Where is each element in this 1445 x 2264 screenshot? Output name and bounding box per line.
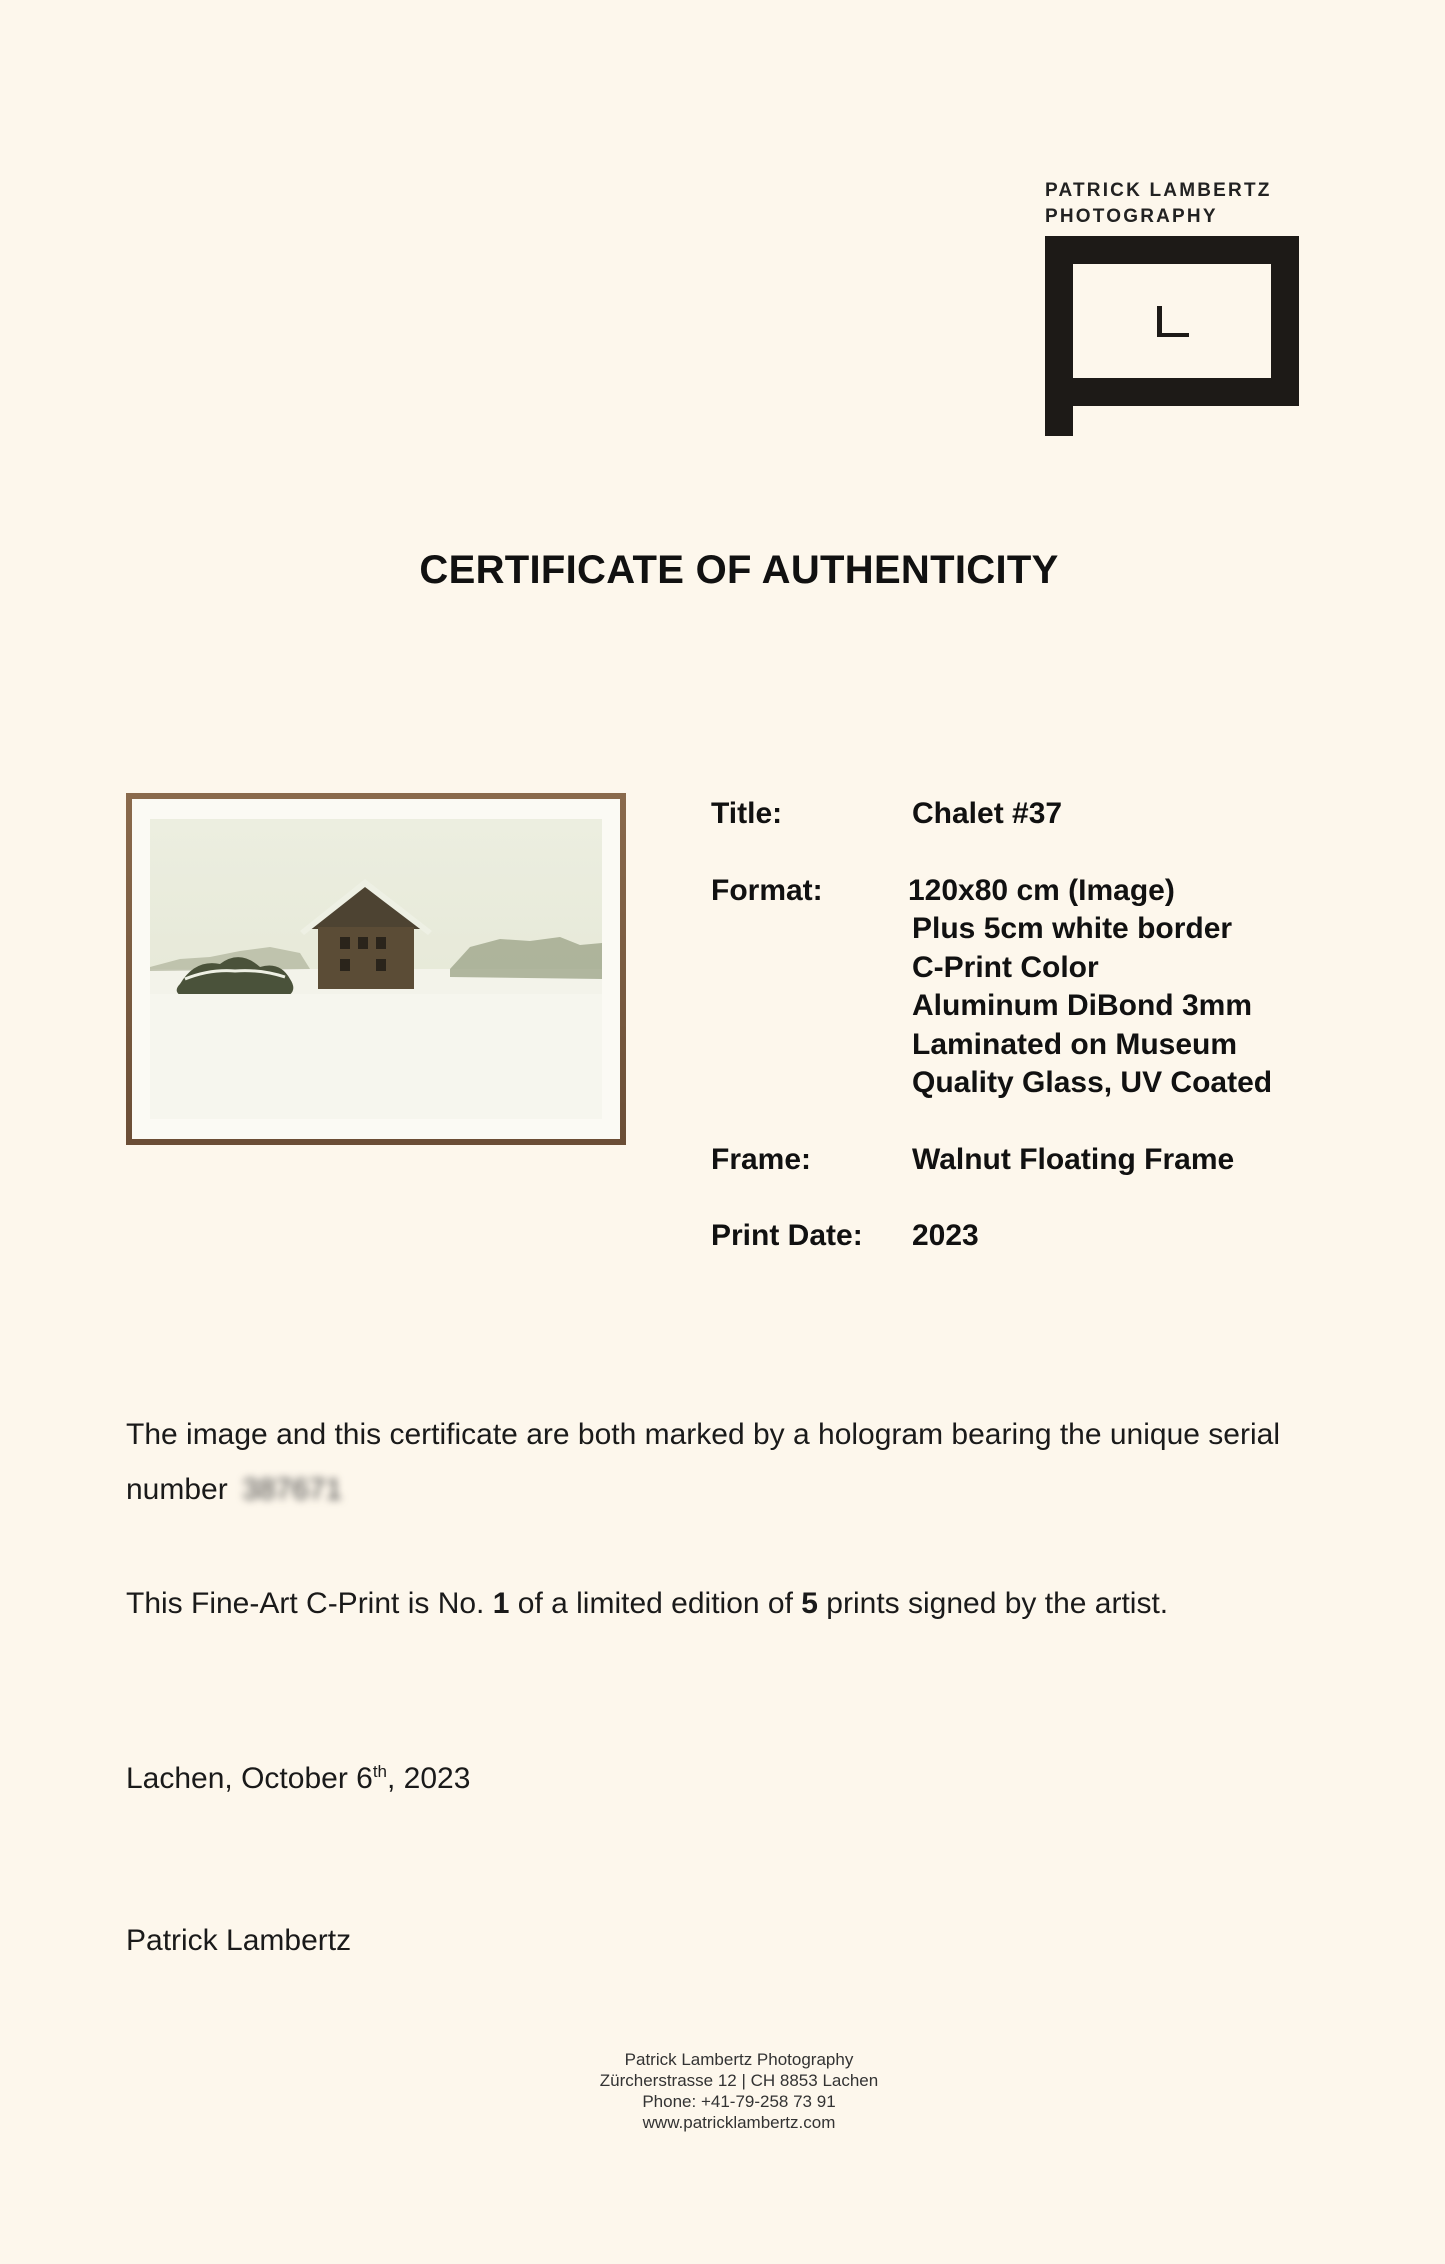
brand-line-2: PHOTOGRAPHY (1045, 206, 1218, 227)
place-date-suffix: , 2023 (387, 1762, 471, 1795)
brand-name (1045, 178, 1272, 230)
detail-row-frame (711, 1141, 1272, 1180)
print-date-value: 2023 (912, 1219, 979, 1252)
frame-value: Walnut Floating Frame (912, 1142, 1235, 1176)
edition-suffix: prints signed by the artist. (826, 1587, 1169, 1620)
serial-number: 387671 (242, 1473, 343, 1506)
place-date-prefix: Lachen, October 6 (126, 1762, 373, 1795)
chalet-photo-image (150, 819, 602, 1119)
format-line: Plus 5cm white border (912, 912, 1233, 945)
page-title: CERTIFICATE OF AUTHENTICITY (419, 548, 1059, 592)
title-label: Title: (711, 797, 783, 830)
hologram-statement (126, 1407, 1376, 1517)
format-line: 120x80 cm (Image) (908, 873, 1175, 907)
place-date (126, 1744, 1376, 1806)
format-line: Quality Glass, UV Coated (912, 1066, 1273, 1099)
format-label: Format: (711, 873, 823, 907)
detail-row-title (711, 795, 1272, 834)
format-value (908, 872, 1273, 1103)
signature-name: Patrick Lambertz (126, 1924, 352, 1957)
print-date-label: Print Date: (711, 1219, 863, 1252)
footer-company: Patrick Lambertz Photography (624, 2050, 854, 2069)
edition-statement (126, 1576, 1376, 1631)
footer-phone: Phone: +41-79-258 73 91 (642, 2092, 836, 2111)
footer-website: www.patricklambertz.com (642, 2113, 836, 2132)
edition-number: 1 (492, 1587, 510, 1620)
edition-middle: of a limited edition of (517, 1587, 793, 1620)
format-line: C-Print Color (912, 950, 1099, 984)
brand-line-1: PATRICK LAMBERTZ (1045, 180, 1272, 201)
hologram-text-1: The image and this certificate are both marked by a hologram bearing the unique serial (126, 1418, 1280, 1451)
framed-artwork (126, 793, 626, 1145)
frame-label: Frame: (711, 1142, 812, 1176)
format-line: Laminated on Museum (912, 1027, 1238, 1061)
edition-prefix: This Fine-Art C-Print is No. (126, 1587, 485, 1620)
edition-total: 5 (801, 1587, 818, 1620)
place-date-sup: th (372, 1762, 388, 1781)
title-value: Chalet #37 (912, 797, 1063, 830)
footer-address (0, 2049, 1445, 2133)
footer-street: Zürcherstrasse 12 | CH 8853 Lachen (599, 2071, 879, 2090)
hologram-text-2: number (126, 1473, 228, 1506)
format-line: Aluminum DiBond 3mm (912, 989, 1253, 1022)
brand-logo-icon (1045, 236, 1299, 436)
details-list (711, 795, 1272, 1294)
detail-row-format (711, 872, 1272, 1103)
detail-row-print-date (711, 1217, 1272, 1256)
